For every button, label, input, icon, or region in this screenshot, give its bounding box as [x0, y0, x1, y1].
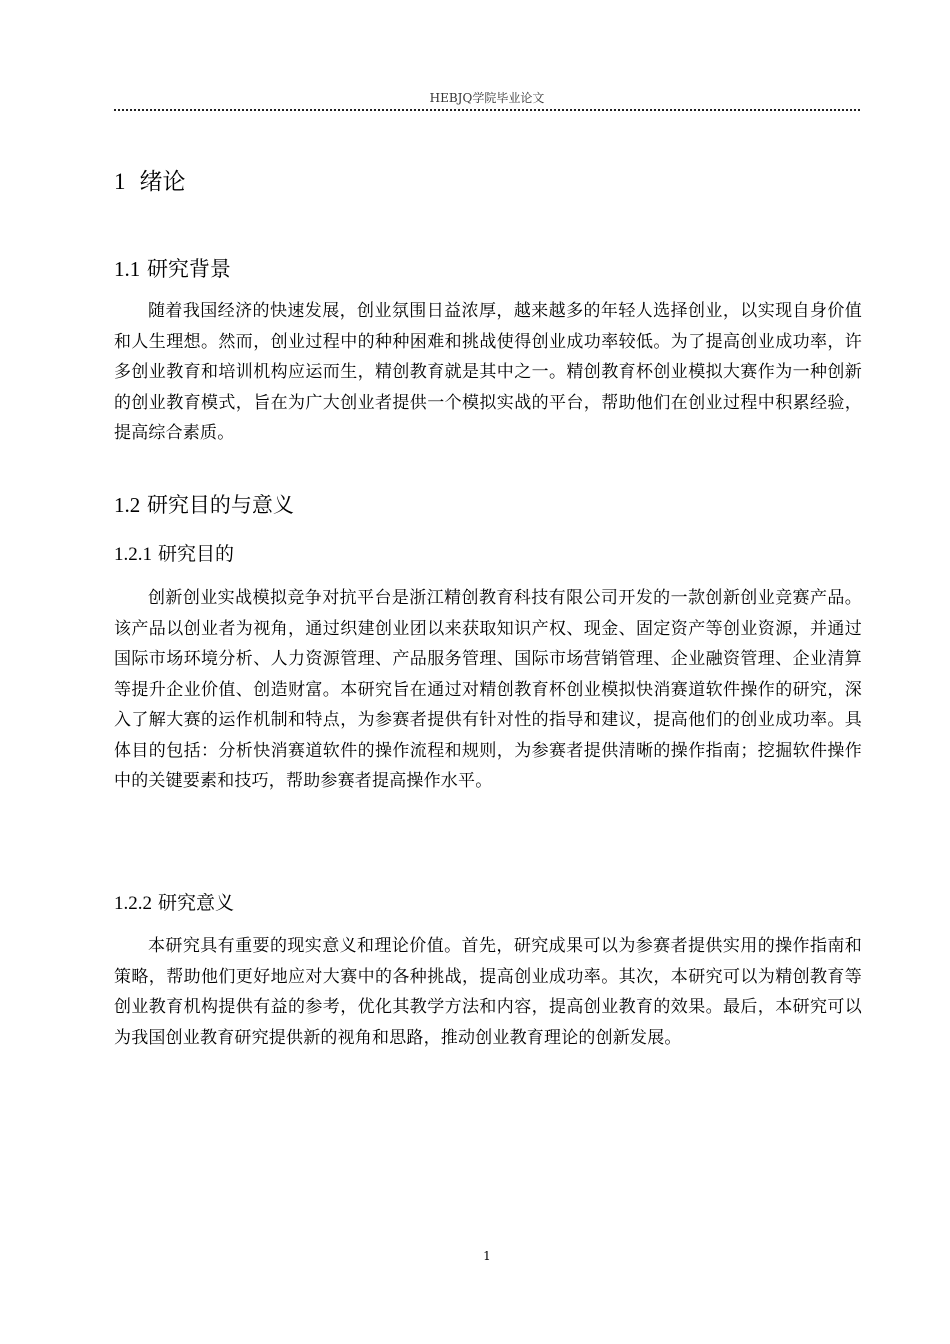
subsection-heading-1-2-2: [114, 890, 234, 917]
section-number: 1.1: [114, 257, 141, 281]
chapter-heading: [114, 167, 186, 197]
subsection-heading-1-2-1: [114, 541, 234, 568]
section-heading-1-1: [114, 255, 231, 283]
chapter-title: 绪论: [139, 169, 186, 195]
page-number: 1: [483, 1249, 491, 1263]
subsection-number: 1.2.1: [114, 544, 152, 565]
header-divider: [114, 109, 860, 111]
section-1-1-paragraph: 随着我国经济的快速发展，创业氛围日益浓厚，越来越多的年轻人选择创业，以实现自身价值和人生理想。然而，创业过程中的种种困难和挑战使得创业成功率较低。为了提高创业成功率，许多创业教育和培训机构应运而生，精创教育就是其中之一。精创教育杯创业模拟大赛作为一种创新的创业教育模式，旨在为广大创业者提供一个模拟实战的平台，帮助他们在创业过程中积累经验，提高综合素质。: [114, 301, 862, 443]
page-header: HEBJQ学院毕业论文: [429, 91, 545, 105]
chapter-number: 1: [114, 169, 126, 194]
section-number: 1.2: [114, 493, 141, 517]
subsection-number: 1.2.2: [114, 893, 152, 914]
section-title: 研究背景: [146, 257, 231, 281]
section-title: 研究目的与意义: [146, 493, 294, 517]
subsection-title: 研究意义: [158, 892, 235, 914]
subsection-1-2-1-paragraph: 创新创业实战模拟竞争对抗平台是浙江精创教育科技有限公司开发的一款创新创业竞赛产品。该产品以创业者为视角，通过织建创业团以来获取知识产权、现金、固定资产等创业资源，并通过国际市场环境分析、人力资源管理、产品服务管理、国际市场营销管理、企业融资管理、企业清算等提升企业价值、创造财富。本研究旨在通过对精创教育杯创业模拟快消赛道软件操作的研究，深入了解大赛的运作机制和特点，为参赛者提供有针对性的指导和建议，提高他们的创业成功率。具体目的包括：分析快消赛道软件的操作流程和规则，为参赛者提供清晰的操作指南；挖掘软件操作中的关键要素和技巧，帮助参赛者提高操作水平。: [114, 588, 862, 791]
subsection-title: 研究目的: [158, 543, 235, 565]
subsection-1-2-2-paragraph: 本研究具有重要的现实意义和理论价值。首先，研究成果可以为参赛者提供实用的操作指南和策略，帮助他们更好地应对大赛中的各种挑战，提高创业成功率。其次，本研究可以为精创教育等创业教育机构提供有益的参考，优化其教学方法和内容，提高创业教育的效果。最后，本研究可以为我国创业教育研究提供新的视角和思路，推动创业教育理论的创新发展。: [114, 936, 862, 1048]
section-heading-1-2: [114, 491, 294, 519]
